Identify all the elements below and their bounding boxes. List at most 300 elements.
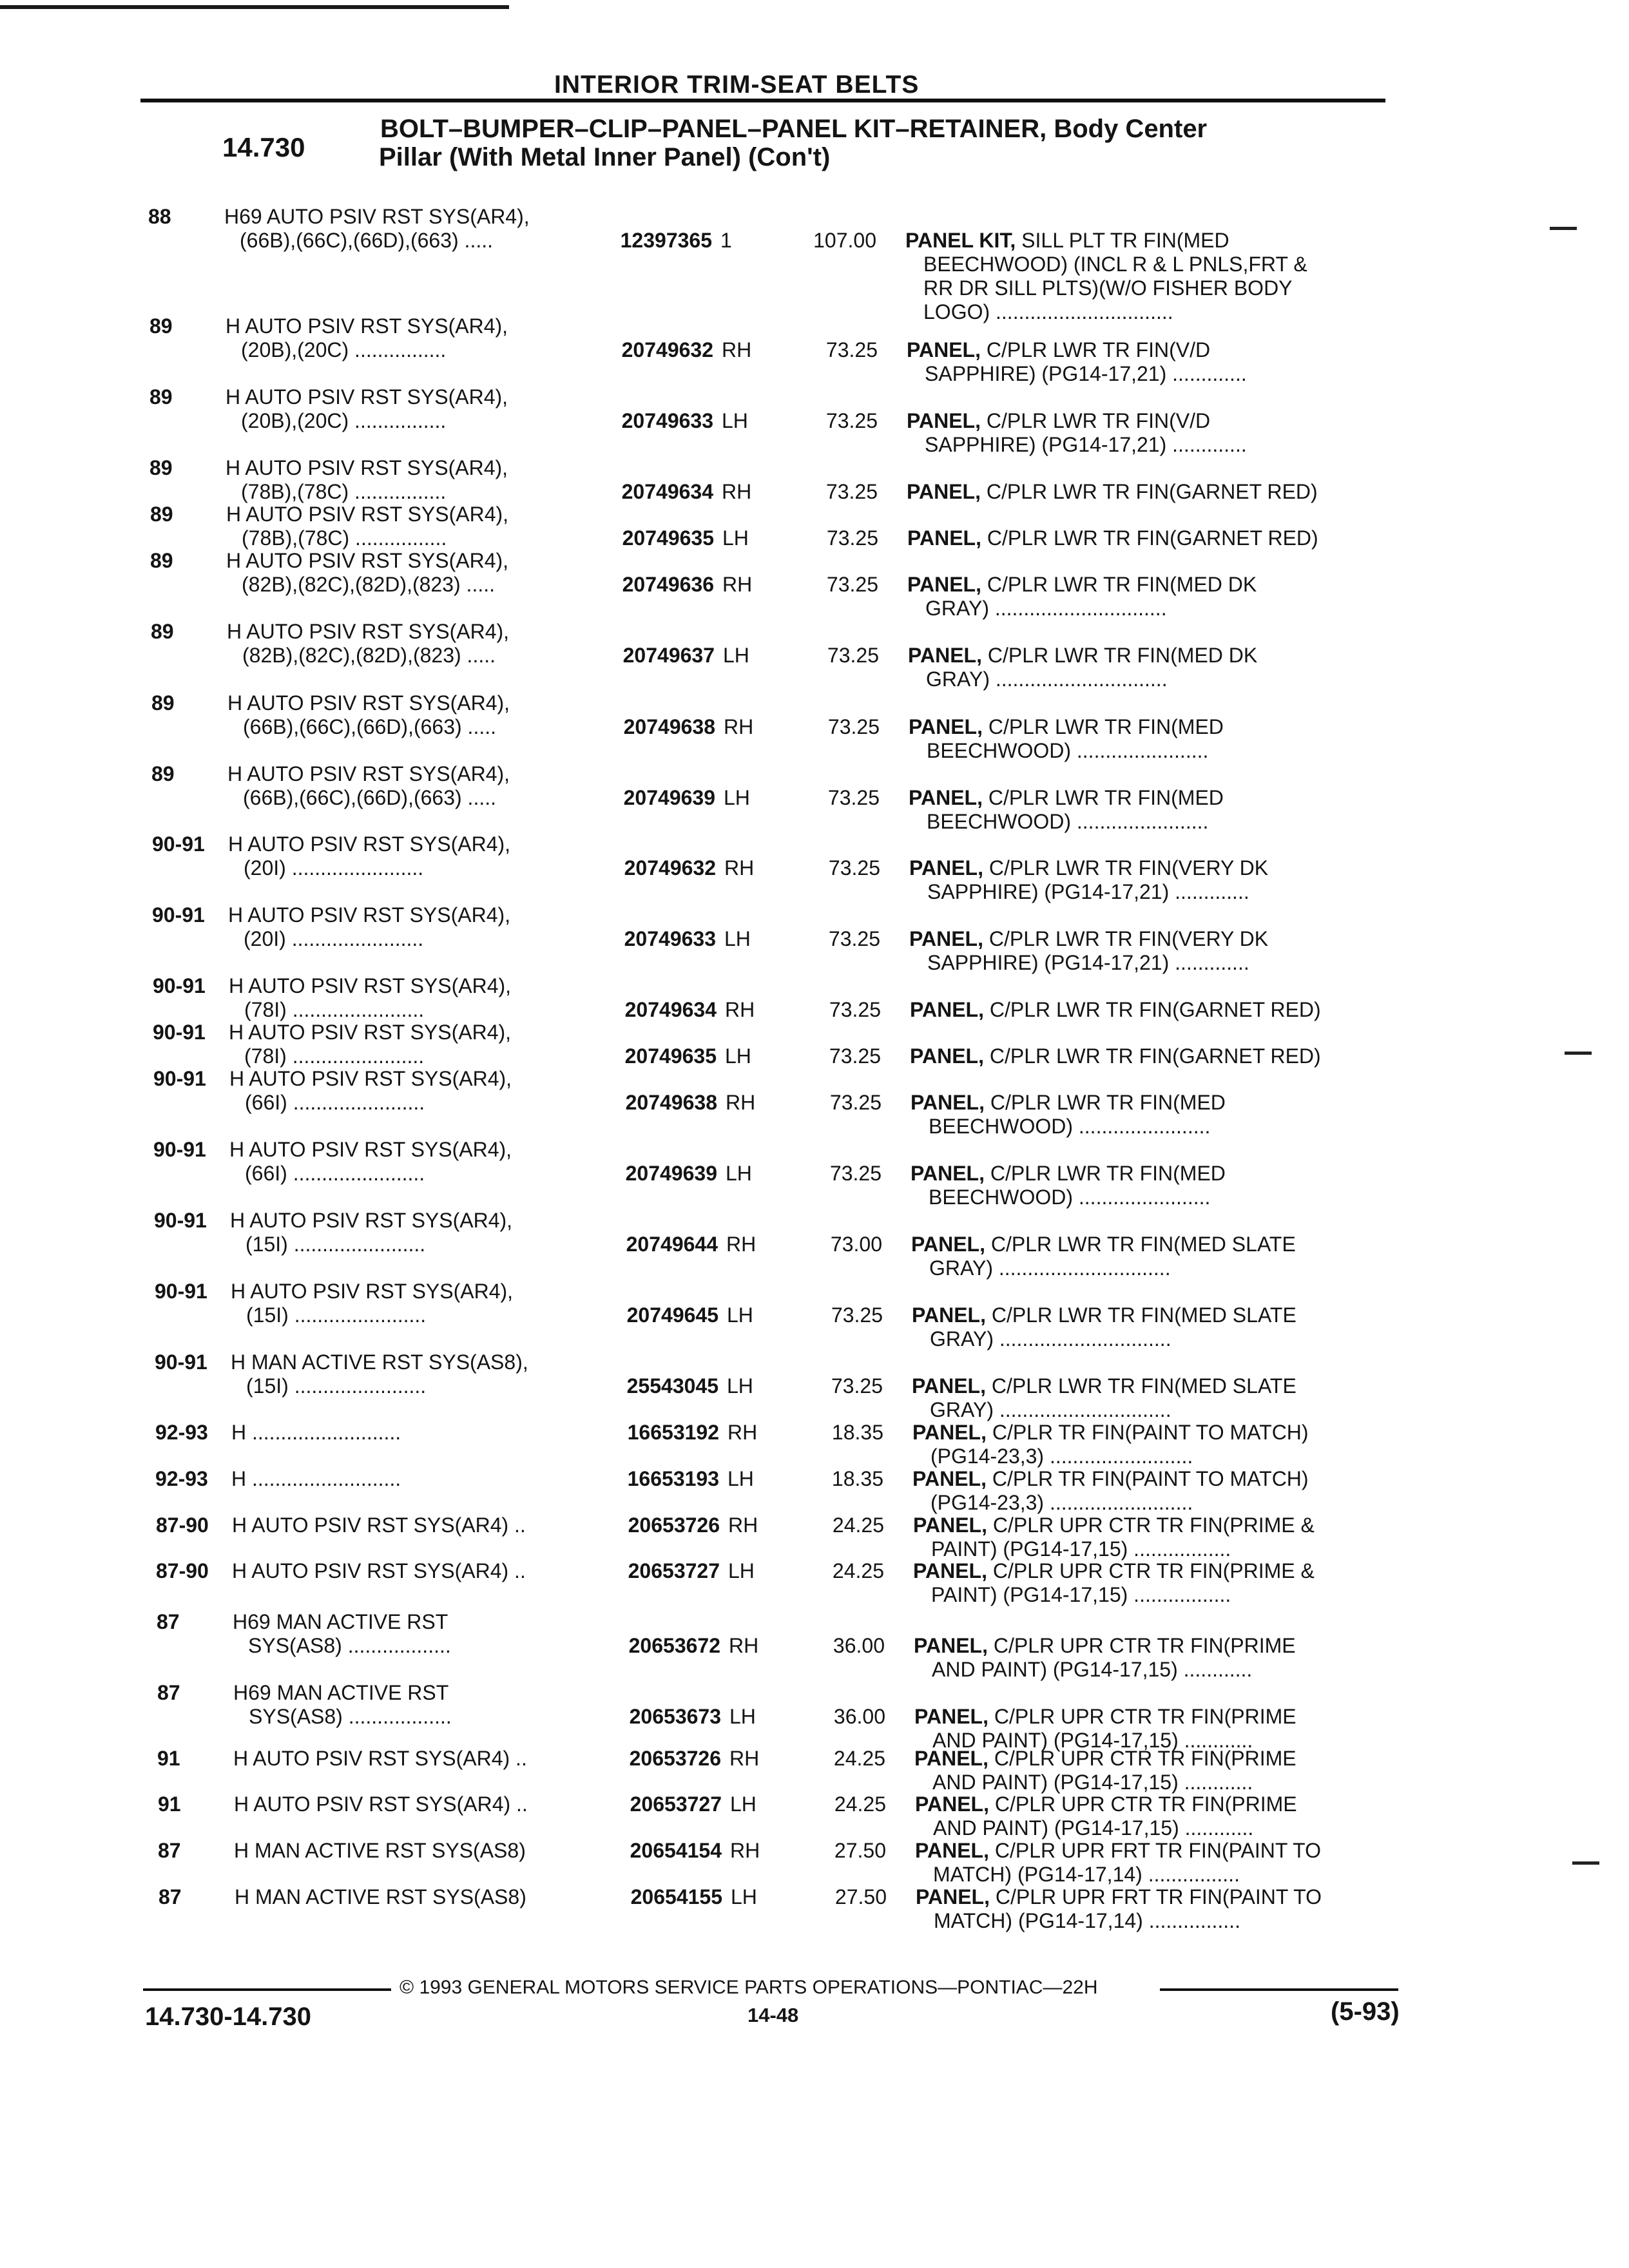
description-line: (15I) ....................... [246,1303,427,1327]
part-description-line [914,1747,1404,1771]
application-description [231,1350,592,1398]
side-or-quantity: LH [728,1467,754,1490]
part-detail: C/PLR LWR TR FIN(V/D [980,338,1211,361]
side-or-quantity: RH [728,1421,758,1444]
part-name: PANEL, [914,1747,988,1770]
part-name: PANEL, [909,786,983,809]
part-number: 20749632 [621,338,713,361]
part-description-line [911,1091,1400,1115]
part-detail: C/PLR LWR TR FIN(MED [984,1162,1226,1185]
description-line: H69 MAN ACTIVE RST [233,1681,449,1704]
description-line: H AUTO PSIV RST SYS(AR4) .. [234,1792,528,1816]
description-line: H AUTO PSIV RST SYS(AR4), [229,1067,512,1090]
part-name: PANEL, [908,644,982,667]
part-detail: C/PLR UPR CTR TR FIN(PRIME [987,1634,1296,1657]
part-detail: C/PLR LWR TR FIN(MED [982,786,1224,809]
model-years: 89 [151,620,174,643]
price: 73.25 [825,338,878,361]
price: 18.35 [831,1467,883,1490]
price: 73.25 [831,1303,883,1327]
part-detail: C/PLR LWR TR FIN(VERY DK [983,856,1269,879]
side-or-quantity: LH [725,1044,751,1068]
part-description-line: (PG14-23,3) ......................... [930,1445,1193,1468]
part-description-line [905,229,1395,253]
part-description-line [912,1421,1402,1445]
side-or-quantity: RH [726,1233,757,1256]
part-name: PANEL, [909,927,983,950]
side-or-quantity: RH [722,480,752,503]
side-or-quantity: LH [728,1559,755,1582]
part-description [909,715,1398,763]
description-line: H AUTO PSIV RST SYS(AR4) .. [233,1747,527,1770]
part-description-line: AND PAINT) (PG14-17,15) ............ [932,1729,1253,1752]
price: 107.00 [813,229,876,252]
model-years: 87 [159,1885,182,1908]
price: 73.25 [825,480,878,503]
description-line: H AUTO PSIV RST SYS(AR4), [227,620,510,643]
application-description [226,314,586,362]
part-detail: C/PLR UPR FRT TR FIN(PAINT TO [988,1839,1322,1862]
price: 73.25 [827,644,879,667]
part-number: 20749638 [625,1091,717,1114]
side-or-quantity: RH [724,856,755,879]
margin-mark [1572,1861,1599,1865]
description-line: (66B),(66C),(66D),(663) ..... [240,229,493,252]
application-description [231,1280,592,1327]
description-line: (66I) ....................... [245,1091,425,1114]
description-line: H69 AUTO PSIV RST SYS(AR4), [224,205,530,228]
price: 73.25 [827,715,880,738]
part-name: PANEL, [914,1705,988,1728]
description-line: (78I) ....................... [244,998,425,1021]
description-line: H .......................... [231,1421,401,1444]
part-number: 20653727 [628,1559,720,1582]
part-number: 20749635 [624,1044,717,1068]
part-description [912,1303,1402,1351]
part-name: PANEL, [911,1091,985,1114]
part-number: 20653726 [629,1747,721,1770]
description-line: (66B),(66C),(66D),(663) ..... [243,715,496,738]
part-number: 20749645 [626,1303,718,1327]
part-description [909,927,1399,975]
part-description-line: BEECHWOOD) ....................... [927,739,1209,762]
description-line: (78I) ....................... [244,1044,425,1068]
description-line: H AUTO PSIV RST SYS(AR4), [228,832,511,856]
model-years: 89 [149,385,173,408]
model-years: 87-90 [156,1559,209,1582]
description-line: H AUTO PSIV RST SYS(AR4), [231,1280,514,1303]
part-detail: C/PLR TR FIN(PAINT TO MATCH) [986,1467,1309,1490]
part-description [905,229,1395,324]
price: 73.25 [825,409,878,432]
application-description [231,1421,592,1445]
model-years: 92-93 [155,1467,208,1490]
part-description-line [909,856,1399,880]
description-line: SYS(AS8) .................. [249,1705,452,1728]
part-detail: C/PLR LWR TR FIN(GARNET RED) [983,998,1321,1021]
price: 36.00 [833,1634,885,1657]
application-description [233,1681,594,1729]
part-detail: C/PLR UPR CTR TR FIN(PRIME [988,1792,1297,1816]
footer-rule-right [1160,1988,1398,1991]
model-years: 90-91 [152,903,205,927]
side-or-quantity: LH [723,644,749,667]
description-line: H AUTO PSIV RST SYS(AR4), [229,1021,512,1044]
application-description [230,1209,591,1256]
part-description [910,998,1400,1022]
price: 73.25 [829,998,881,1021]
application-description [229,1067,590,1115]
description-line: H .......................... [231,1467,401,1490]
application-description [229,1021,590,1068]
application-description [229,1138,590,1186]
description-line: (78B),(78C) ................ [241,480,447,503]
model-years: 91 [158,1792,181,1816]
price: 24.25 [833,1747,885,1770]
part-detail: C/PLR LWR TR FIN(GARNET RED) [981,526,1318,550]
description-line: H AUTO PSIV RST SYS(AR4), [226,456,508,479]
description-line: H AUTO PSIV RST SYS(AR4), [229,974,512,997]
model-years: 90-91 [153,1021,206,1044]
model-years: 90-91 [153,1067,206,1090]
margin-mark [1565,1052,1592,1055]
price: 73.25 [829,1044,881,1068]
footer-copyright: © 1993 GENERAL MOTORS SERVICE PARTS OPERATIONS—PONTIAC—22H [400,1977,1098,1998]
description-line: (20I) ....................... [244,927,424,950]
model-years: 90-91 [153,1138,206,1161]
part-description-line: BEECHWOOD) ....................... [929,1186,1211,1209]
application-description [224,205,585,253]
price: 73.25 [828,927,880,950]
application-description [233,1610,593,1658]
side-or-quantity: LH [724,786,750,809]
footer-page-number: 14-48 [747,2004,799,2026]
part-description-line [909,927,1399,951]
model-years: 90-91 [155,1280,207,1303]
side-or-quantity: RH [728,1514,758,1537]
description-line: (66I) ....................... [245,1162,425,1185]
section-title-line1: BOLT–BUMPER–CLIP–PANEL–PANEL KIT–RETAINER, Body Center [380,115,1208,143]
description-line: H AUTO PSIV RST SYS(AR4), [226,549,509,572]
model-years: 87 [157,1610,180,1633]
price: 73.00 [830,1233,882,1256]
price: 73.25 [829,1091,882,1114]
part-name: PANEL, [912,1467,987,1490]
price: 73.25 [831,1374,883,1398]
part-detail: C/PLR LWR TR FIN(MED [982,715,1224,738]
part-number: 20749633 [624,927,716,950]
part-description-line: BEECHWOOD) ....................... [929,1115,1211,1138]
part-detail: C/PLR LWR TR FIN(MED SLATE [985,1233,1296,1256]
part-description-line [913,1514,1403,1537]
part-name: PANEL, [915,1792,989,1816]
part-name: PANEL, [907,573,981,596]
side-or-quantity: LH [730,1792,757,1816]
part-number: 20654154 [630,1839,722,1862]
part-detail: C/PLR LWR TR FIN(MED DK [981,573,1257,596]
price: 24.25 [832,1514,884,1537]
part-description [907,526,1397,550]
model-years: 89 [149,456,173,479]
model-years: 89 [151,762,175,785]
part-number: 20749636 [622,573,714,596]
section-code: 14.730 [222,132,305,162]
part-number: 16653192 [627,1421,719,1444]
price: 24.25 [834,1792,886,1816]
part-name: PANEL, [907,338,981,361]
part-description-line: RR DR SILL PLTS)(W/O FISHER BODY [923,276,1293,300]
part-description-line: SAPPHIRE) (PG14-17,21) ............. [927,880,1249,903]
description-line: (82B),(82C),(82D),(823) ..... [242,644,496,667]
part-description [912,1467,1402,1515]
footer-rule-left [143,1988,391,1991]
part-detail: C/PLR LWR TR FIN(MED [984,1091,1226,1114]
side-or-quantity: RH [730,1839,760,1862]
part-name: PANEL, [912,1421,987,1444]
part-name: PANEL, [911,1233,985,1256]
model-years: 87-90 [156,1514,209,1537]
part-description-line: GRAY) .............................. [929,1256,1171,1280]
part-number: 20749644 [626,1233,718,1256]
part-name: PANEL, [914,1634,988,1657]
description-line: H AUTO PSIV RST SYS(AR4), [226,503,509,526]
part-name: PANEL, [909,715,983,738]
part-description-line [909,786,1398,810]
part-description [916,1885,1405,1933]
part-description-line [916,1885,1405,1909]
part-description-line: GRAY) .............................. [925,597,1167,620]
application-description [226,385,586,433]
application-description [235,1885,595,1909]
application-description [231,1467,592,1491]
description-line: H AUTO PSIV RST SYS(AR4) .. [232,1514,526,1537]
side-or-quantity: RH [722,573,753,596]
part-detail: C/PLR LWR TR FIN(MED DK [981,644,1258,667]
application-description [227,762,588,810]
application-description [232,1559,593,1583]
part-name: PANEL, [907,526,981,550]
part-description [915,1792,1405,1840]
part-detail: SILL PLT TR FIN(MED [1016,229,1229,252]
side-or-quantity: RH [729,1747,760,1770]
margin-mark [1550,227,1577,230]
part-description [907,480,1396,504]
part-description-line [915,1839,1405,1863]
part-description [914,1634,1403,1682]
description-line: (66B),(66C),(66D),(663) ..... [243,786,496,809]
part-description-line [907,480,1396,504]
price: 73.25 [829,1162,882,1185]
part-description-line: LOGO) ............................... [923,300,1173,323]
description-line: H MAN ACTIVE RST SYS(AS8), [231,1350,528,1374]
part-description-line: AND PAINT) (PG14-17,15) ............ [932,1658,1253,1681]
description-line: H MAN ACTIVE RST SYS(AS8) [235,1885,526,1908]
side-or-quantity: LH [731,1885,757,1908]
description-line: H AUTO PSIV RST SYS(AR4), [229,1138,512,1161]
part-detail: C/PLR LWR TR FIN(MED SLATE [985,1303,1296,1327]
part-detail: C/PLR LWR TR FIN(MED SLATE [985,1374,1296,1398]
part-description [913,1514,1403,1561]
part-number: 20654155 [630,1885,722,1908]
model-years: 90-91 [154,1209,207,1232]
part-description-line [908,644,1398,668]
price: 18.35 [831,1421,883,1444]
part-description-line [914,1705,1404,1729]
part-description [907,573,1397,620]
part-number: 20653727 [630,1792,722,1816]
description-line: H MAN ACTIVE RST SYS(AS8) [234,1839,526,1862]
part-name: PANEL, [915,1839,989,1862]
part-description-line [909,715,1398,739]
part-name: PANEL, [913,1514,987,1537]
application-description [227,691,588,739]
part-number: 20749639 [623,786,715,809]
part-name: PANEL, [910,1044,984,1068]
side-or-quantity: LH [726,1162,752,1185]
application-description [227,620,588,668]
part-description [912,1374,1402,1422]
application-description [228,903,589,951]
part-name: PANEL, [912,1374,986,1398]
description-line: (15I) ....................... [246,1233,426,1256]
part-name: PANEL, [910,998,984,1021]
part-description-line: SAPPHIRE) (PG14-17,21) ............. [927,951,1249,974]
application-description [234,1792,595,1816]
part-description [911,1162,1400,1209]
description-line: H AUTO PSIV RST SYS(AR4), [227,691,510,715]
side-or-quantity: LH [722,409,748,432]
part-description-line [915,1792,1405,1816]
part-name: PANEL, [912,1303,986,1327]
application-description [233,1747,594,1771]
description-line: H AUTO PSIV RST SYS(AR4) .. [232,1559,526,1582]
part-detail: C/PLR TR FIN(PAINT TO MATCH) [986,1421,1309,1444]
part-description-line [913,1559,1403,1583]
part-description [911,1233,1401,1280]
part-description-line [907,526,1397,550]
part-name: PANEL, [909,856,983,879]
price: 36.00 [833,1705,885,1728]
part-detail: C/PLR LWR TR FIN(GARNET RED) [983,1044,1321,1068]
part-description-line [914,1634,1403,1658]
application-description [228,832,589,880]
part-name: PANEL KIT, [905,229,1016,252]
part-description-line: SAPPHIRE) (PG14-17,21) ............. [925,362,1247,385]
part-number: 20749635 [622,526,714,550]
part-name: PANEL, [916,1885,990,1908]
part-number: 25543045 [626,1374,718,1398]
side-or-quantity: LH [724,927,751,950]
side-or-quantity: LH [729,1705,756,1728]
model-years: 91 [157,1747,180,1770]
description-line: H AUTO PSIV RST SYS(AR4), [227,762,510,785]
part-description-line: GRAY) .............................. [930,1398,1171,1421]
description-line: H69 MAN ACTIVE RST [233,1610,448,1633]
price: 27.50 [834,1839,886,1862]
side-or-quantity: LH [722,526,749,550]
footer-date: (5-93) [1331,1997,1400,2026]
part-detail: C/PLR UPR CTR TR FIN(PRIME [988,1705,1296,1728]
model-years: 89 [150,503,173,526]
part-description [912,1421,1402,1468]
part-description-line: PAINT) (PG14-17,15) ................. [931,1537,1231,1561]
part-number: 12397365 [620,229,712,252]
price: 73.25 [826,573,878,596]
part-description-line [911,1233,1401,1256]
application-description [234,1839,595,1863]
model-years: 87 [158,1839,181,1862]
description-line: (20I) ....................... [244,856,424,879]
part-description-line: GRAY) .............................. [930,1327,1171,1350]
description-line: (15I) ....................... [246,1374,427,1398]
part-description [913,1559,1403,1607]
description-line: (20B),(20C) ................ [241,409,447,432]
description-line: H AUTO PSIV RST SYS(AR4), [230,1209,513,1232]
part-number: 20749637 [622,644,715,667]
application-description [232,1514,593,1537]
part-number: 20749634 [621,480,713,503]
side-or-quantity: LH [727,1374,753,1398]
part-number: 16653193 [627,1467,719,1490]
description-line: (78B),(78C) ................ [242,526,447,550]
part-number: 20749632 [624,856,716,879]
part-description [915,1839,1405,1887]
part-description-line: AND PAINT) (PG14-17,15) ............ [933,1816,1254,1840]
description-line: H AUTO PSIV RST SYS(AR4), [226,314,508,338]
part-number: 20749639 [625,1162,717,1185]
part-detail: C/PLR UPR CTR TR FIN(PRIME & [987,1559,1315,1582]
part-description-line [907,338,1396,362]
part-description [914,1705,1404,1753]
part-number: 20749633 [621,409,713,432]
price: 27.50 [834,1885,887,1908]
footer-section-range: 14.730-14.730 [145,2003,312,2031]
model-years: 89 [149,314,173,338]
description-line: SYS(AS8) .................. [248,1634,451,1657]
model-years: 90-91 [155,1350,207,1374]
description-line: H AUTO PSIV RST SYS(AR4), [226,385,508,408]
part-detail: C/PLR UPR CTR TR FIN(PRIME [988,1747,1296,1770]
description-line: (82B),(82C),(82D),(823) ..... [242,573,495,596]
part-description-line [912,1467,1402,1491]
part-description-line [910,1044,1400,1068]
part-description-line: AND PAINT) (PG14-17,15) ............ [932,1771,1253,1794]
part-description [908,644,1398,691]
part-detail: C/PLR LWR TR FIN(VERY DK [983,927,1269,950]
part-description-line: GRAY) .............................. [926,668,1168,691]
part-number: 20749634 [624,998,717,1021]
part-number: 20653672 [628,1634,720,1657]
part-description [914,1747,1404,1794]
model-years: 89 [150,549,173,572]
description-line: H AUTO PSIV RST SYS(AR4), [228,903,511,927]
model-years: 88 [148,205,171,228]
side-or-quantity: RH [724,715,754,738]
model-years: 90-91 [152,832,205,856]
part-description-line: MATCH) (PG14-17,14) ................ [934,1909,1240,1932]
part-number: 20653673 [629,1705,721,1728]
part-description [907,338,1396,386]
application-description [226,549,587,597]
part-description-line [912,1303,1402,1327]
part-description-line [907,573,1397,597]
part-description [907,409,1396,457]
side-or-quantity: RH [725,998,755,1021]
section-title-line2: Pillar (With Metal Inner Panel) (Con't) [379,143,831,171]
part-description-line [912,1374,1402,1398]
part-description [910,1044,1400,1068]
part-name: PANEL, [907,409,981,432]
